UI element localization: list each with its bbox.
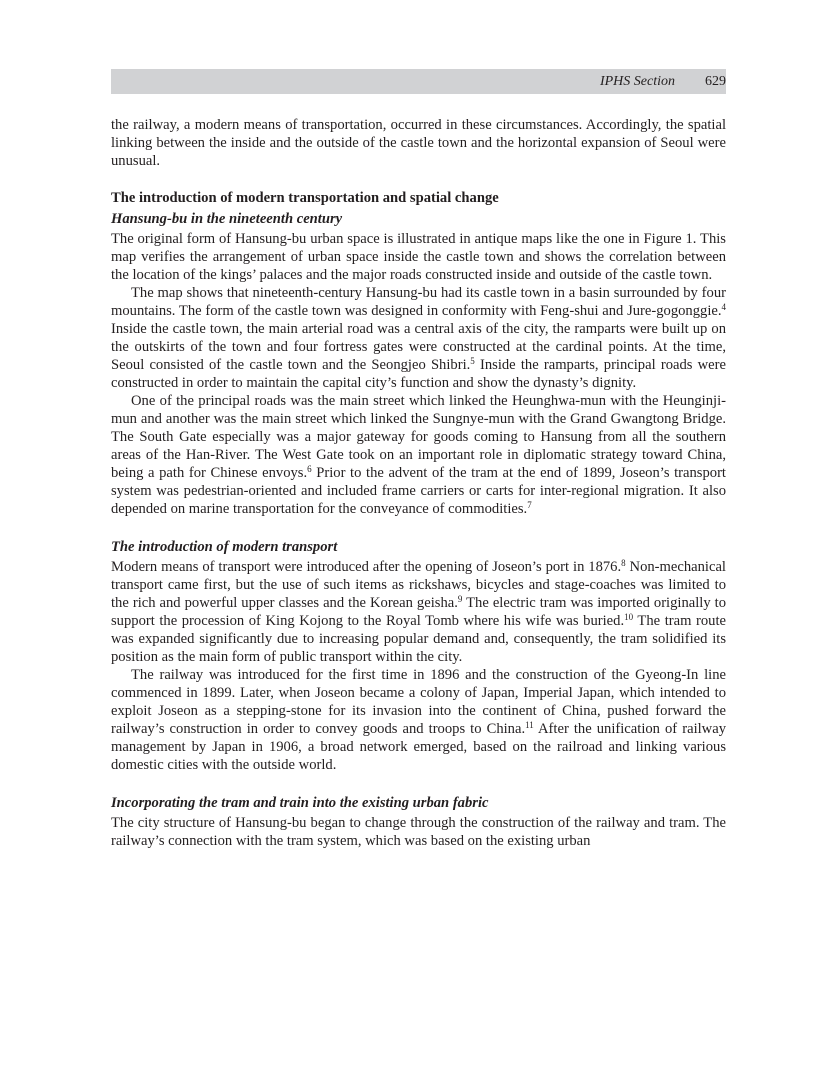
page-body	[111, 116, 726, 850]
paragraph-continued: the railway, a modern means of transportation, occurred in these circumstances. Accordingly, the spatial linking between the inside and the outside of the castle town and the horizontal expansion of Seoul were unusual.	[111, 117, 726, 169]
paragraph-city-structure: The city structure of Hansung-bu began to change through the construction of the railway and tram. The railway’s connection with the tram system, which was based on the existing urban	[111, 815, 726, 849]
footnote-ref-11[interactable]: 11	[525, 720, 534, 730]
paragraph-original-form: The original form of Hansung-bu urban space is illustrated in antique maps like the one in Figure 1. This map verifies the arrangement of urban space inside the castle town and shows the correlation between the location of the kings’ palaces and the major roads constructed inside and outside of the castle town.	[111, 231, 726, 283]
paragraph-castle-town: The map shows that nineteenth-century Hansung-bu had its castle town in a basin surrounded by four mountains. The form of the castle town was designed in conformity with Feng-shui and Jure-gogonggie.$^4$ Inside the castle town, the main arterial road was a central axis of the city, the ramparts were built up on the outskirts of the town and four fortress gates were constructed at the cardinal points. At the time, Seoul consisted of the castle town and the Seongjeo Shibri.$^5$ Inside the ramparts, principal roads were constructed in order to maintain the capital city’s function and show the dynasty’s dignity.	[111, 285, 726, 391]
subsection-heading-urban-fabric: Incorporating the tram and train into the existing urban fabric	[111, 795, 489, 811]
paragraph-principal-roads: One of the principal roads was the main street which linked the Heunghwa-mun with the Heunginji-mun and another was the main street which linked the Sungnye-mun with the Grand Gwangtong Bridge. The South Gate especially was a major gateway for goods coming to Hansung from all the southern areas of the Han-River. The West Gate took on an important role in diplomatic strategy toward China, being a path for Chinese envoys.$^6$ Prior to the advent of the tram at the end of 1899, Joseon’s transport system was pedestrian-oriented and included frame carriers or carts for inter-regional migration. It also depended on marine transportation for the conveyance of commodities.$^7$	[111, 393, 726, 517]
footnote-ref-8[interactable]: 8	[621, 558, 626, 568]
subsection-heading-nineteenth-century: Hansung-bu in the nineteenth century	[111, 211, 343, 227]
running-header-bar	[111, 69, 726, 94]
running-head: IPHS Section	[599, 74, 675, 89]
section-heading: The introduction of modern transportation and spatial change	[111, 190, 499, 206]
footnote-ref-9[interactable]: 9	[457, 594, 463, 604]
subsection-heading-modern-transport: The introduction of modern transport	[111, 539, 338, 555]
footnote-ref-5[interactable]: 5	[470, 356, 475, 366]
paragraph-railway: The railway was introduced for the first time in 1896 and the construction of the Gyeong-In line commenced in 1899. Later, when Joseon became a colony of Japan, Imperial Japan, which intended to exploit Joseon as a stepping-stone for its invasion into the continent of China, pushed forward the railway’s construction in order to convey goods and troops to China.$^{11}$ After the unification of railway management by Japan in 1906, a broad network emerged, based on the railroad and linking various domestic cities with the outside world.	[111, 667, 726, 773]
footnote-ref-7[interactable]: 7	[527, 500, 532, 510]
paragraph-modern-transport: Modern means of transport were introduced after the opening of Joseon’s port in 1876.$^8$ Non-mechanical transport came first, but the use of such items as rickshaws, bicycles and stage-coaches was limited to the rich and powerful upper classes and the Korean geisha.$^9$ The electric tram was imported originally to support the procession of King Kojong to the Royal Tomb where his wife was buried.$^{10}$ The tram route was expanded significantly due to increasing popular demand and, consequently, the tram solidified its position as the main form of public transport within the city.	[111, 558, 727, 665]
footnote-ref-10[interactable]: 10	[624, 612, 634, 622]
footnote-ref-6[interactable]: 6	[307, 464, 312, 474]
footnote-ref-4[interactable]: 4	[721, 302, 726, 312]
page-number: 629	[705, 74, 726, 89]
